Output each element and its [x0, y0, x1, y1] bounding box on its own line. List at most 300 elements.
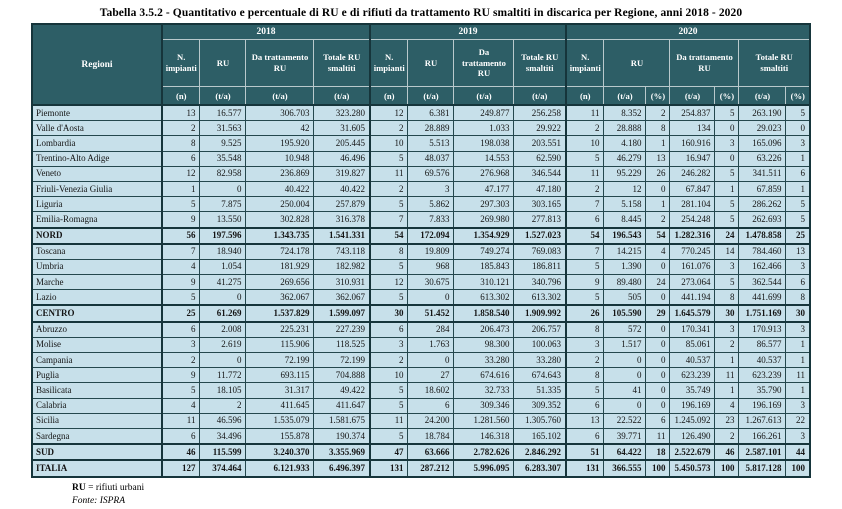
value-cell: 5.513 [408, 136, 454, 151]
value-cell: 72.199 [246, 353, 314, 368]
table-row [32, 290, 810, 306]
value-cell: 46 [162, 444, 200, 460]
unit-header: (%) [646, 87, 670, 106]
value-cell: 16.577 [200, 105, 246, 121]
value-cell: 8 [646, 121, 670, 136]
value-cell: 13 [162, 105, 200, 121]
value-cell: 287.212 [408, 460, 454, 476]
table-row [32, 181, 810, 196]
value-cell: 693.115 [246, 368, 314, 383]
value-cell: 5 [715, 212, 739, 228]
value-cell: 126.490 [670, 428, 715, 444]
value-cell: 505 [604, 290, 646, 306]
value-cell: 0 [715, 151, 739, 166]
table-row [32, 460, 810, 476]
header-row-years [32, 24, 810, 40]
region-cell: Liguria [32, 197, 162, 212]
value-cell: 155.878 [246, 428, 314, 444]
value-cell: 9 [162, 275, 200, 290]
value-cell: 362.067 [246, 290, 314, 306]
value-cell: 411.645 [246, 398, 314, 413]
value-cell: 11 [566, 105, 604, 121]
value-cell: 5.817.128 [739, 460, 786, 476]
value-cell: 31.605 [314, 121, 370, 136]
value-cell: 2.782.626 [454, 444, 514, 460]
column-header: RU [604, 40, 670, 87]
value-cell: 30 [715, 305, 739, 321]
value-cell: 2.846.292 [514, 444, 566, 460]
value-cell: 2 [200, 398, 246, 413]
region-cell: Lazio [32, 290, 162, 306]
unit-header: (t/a) [514, 87, 566, 106]
value-cell: 5.450.573 [670, 460, 715, 476]
region-cell: Piemonte [32, 105, 162, 121]
value-cell: 1 [715, 383, 739, 398]
value-cell: 3 [786, 322, 810, 338]
value-cell: 3 [786, 136, 810, 151]
value-cell: 165.102 [514, 428, 566, 444]
value-cell: 8 [370, 244, 408, 260]
value-cell: 9 [162, 212, 200, 228]
value-cell: 115.599 [200, 444, 246, 460]
column-header: Da trattamento RU [454, 40, 514, 87]
value-cell: 309.352 [514, 398, 566, 413]
year-header: 2020 [566, 24, 810, 40]
unit-header: (t/a) [670, 87, 715, 106]
table-row [32, 353, 810, 368]
value-cell: 236.869 [246, 166, 314, 181]
value-cell: 54 [370, 228, 408, 244]
value-cell: 2 [566, 353, 604, 368]
value-cell: 2 [370, 181, 408, 196]
value-cell: 0 [200, 290, 246, 306]
value-cell: 2 [646, 105, 670, 121]
table-row [32, 383, 810, 398]
table-row [32, 413, 810, 428]
value-cell: 7.875 [200, 197, 246, 212]
value-cell: 7.833 [408, 212, 454, 228]
value-cell: 273.064 [670, 275, 715, 290]
value-cell: 674.616 [454, 368, 514, 383]
column-header: N. impianti [370, 40, 408, 87]
value-cell: 3 [162, 337, 200, 352]
value-cell: 2 [646, 212, 670, 228]
value-cell: 19.809 [408, 244, 454, 260]
value-cell: 8 [715, 290, 739, 306]
value-cell: 1 [786, 337, 810, 352]
value-cell: 5 [370, 290, 408, 306]
value-cell: 749.274 [454, 244, 514, 260]
value-cell: 6 [566, 398, 604, 413]
value-cell: 22 [786, 413, 810, 428]
value-cell: 127 [162, 460, 200, 476]
value-cell: 170.913 [739, 322, 786, 338]
value-cell: 3.240.370 [246, 444, 314, 460]
value-cell: 47.177 [454, 181, 514, 196]
value-cell: 11 [566, 166, 604, 181]
value-cell: 623.239 [739, 368, 786, 383]
value-cell: 34.496 [200, 428, 246, 444]
value-cell: 0 [408, 290, 454, 306]
value-cell: 310.931 [314, 275, 370, 290]
region-cell: Emilia-Romagna [32, 212, 162, 228]
value-cell: 5 [715, 197, 739, 212]
value-cell: 6 [162, 428, 200, 444]
value-cell: 64.422 [604, 444, 646, 460]
value-cell: 2 [162, 121, 200, 136]
value-cell: 11 [162, 413, 200, 428]
value-cell: 44 [786, 444, 810, 460]
value-cell: 5 [566, 259, 604, 274]
value-cell: 2 [370, 121, 408, 136]
table-row [32, 259, 810, 274]
region-cell: Veneto [32, 166, 162, 181]
value-cell: 1 [786, 353, 810, 368]
value-cell: 674.643 [514, 368, 566, 383]
value-cell: 31.317 [246, 383, 314, 398]
value-cell: 623.239 [670, 368, 715, 383]
value-cell: 62.590 [514, 151, 566, 166]
value-cell: 56 [162, 228, 200, 244]
value-cell: 13.550 [200, 212, 246, 228]
table-body [32, 105, 810, 477]
value-cell: 309.346 [454, 398, 514, 413]
table-title: Tabella 3.5.2 - Quantitativo e percentuale di RU e di rifiuti da trattamento RU smaltiti in discarica per Regione, anni 2018 - 2020 [10, 7, 832, 19]
unit-header: (n) [566, 87, 604, 106]
value-cell: 0 [604, 368, 646, 383]
value-cell: 1.305.760 [514, 413, 566, 428]
value-cell: 118.525 [314, 337, 370, 352]
value-cell: 3 [715, 136, 739, 151]
value-cell: 5 [566, 290, 604, 306]
value-cell: 5 [786, 197, 810, 212]
value-cell: 743.118 [314, 244, 370, 260]
value-cell: 246.282 [670, 166, 715, 181]
value-cell: 1 [646, 136, 670, 151]
table-row [32, 151, 810, 166]
value-cell: 190.374 [314, 428, 370, 444]
value-cell: 8 [566, 322, 604, 338]
value-cell: 297.303 [454, 197, 514, 212]
table-row [32, 398, 810, 413]
region-cell: Calabria [32, 398, 162, 413]
footnote-legend-text: = rifiuti urbani [86, 483, 144, 493]
value-cell: 186.811 [514, 259, 566, 274]
value-cell: 18.602 [408, 383, 454, 398]
value-cell: 2 [162, 353, 200, 368]
value-cell: 441.699 [739, 290, 786, 306]
value-cell: 0 [646, 181, 670, 196]
value-cell: 257.879 [314, 197, 370, 212]
value-cell: 131 [566, 460, 604, 476]
table-row [32, 197, 810, 212]
region-cell: Sardegna [32, 428, 162, 444]
value-cell: 0 [786, 121, 810, 136]
value-cell: 269.656 [246, 275, 314, 290]
value-cell: 0 [646, 398, 670, 413]
value-cell: 18 [646, 444, 670, 460]
value-cell: 28.889 [408, 121, 454, 136]
value-cell: 28.888 [604, 121, 646, 136]
value-cell: 197.596 [200, 228, 246, 244]
region-cell: ITALIA [32, 460, 162, 476]
table-row [32, 105, 810, 121]
value-cell: 46.596 [200, 413, 246, 428]
value-cell: 1.535.079 [246, 413, 314, 428]
value-cell: 225.231 [246, 322, 314, 338]
value-cell: 1.527.023 [514, 228, 566, 244]
value-cell: 86.577 [739, 337, 786, 352]
value-cell: 3 [715, 259, 739, 274]
unit-header: (t/a) [408, 87, 454, 106]
value-cell: 13 [646, 151, 670, 166]
value-cell: 72.199 [314, 353, 370, 368]
value-cell: 2.008 [200, 322, 246, 338]
value-cell: 3.355.969 [314, 444, 370, 460]
value-cell: 277.813 [514, 212, 566, 228]
value-cell: 2 [715, 337, 739, 352]
value-cell: 24.200 [408, 413, 454, 428]
value-cell: 227.239 [314, 322, 370, 338]
value-cell: 134 [670, 121, 715, 136]
value-cell: 198.038 [454, 136, 514, 151]
value-cell: 5 [566, 383, 604, 398]
value-cell: 2 [566, 181, 604, 196]
column-header: Totale RU smaltiti [514, 40, 566, 87]
value-cell: 7 [566, 244, 604, 260]
value-cell: 51.335 [514, 383, 566, 398]
value-cell: 182.982 [314, 259, 370, 274]
column-header: N. impianti [162, 40, 200, 87]
value-cell: 35.749 [670, 383, 715, 398]
value-cell: 6.381 [408, 105, 454, 121]
value-cell: 30.675 [408, 275, 454, 290]
value-cell: 6 [566, 212, 604, 228]
value-cell: 441.194 [670, 290, 715, 306]
value-cell: 0 [646, 290, 670, 306]
table-row [32, 322, 810, 338]
region-cell: Trentino-Alto Adige [32, 151, 162, 166]
value-cell: 1.645.579 [670, 305, 715, 321]
table-row [32, 121, 810, 136]
value-cell: 181.929 [246, 259, 314, 274]
value-cell: 18.940 [200, 244, 246, 260]
value-cell: 11 [370, 166, 408, 181]
value-cell: 6.496.397 [314, 460, 370, 476]
unit-header: (%) [786, 87, 810, 106]
value-cell: 1.909.992 [514, 305, 566, 321]
table-row [32, 368, 810, 383]
value-cell: 8.445 [604, 212, 646, 228]
value-cell: 22.522 [604, 413, 646, 428]
value-cell: 362.544 [739, 275, 786, 290]
region-cell: Toscana [32, 244, 162, 260]
value-cell: 14 [715, 244, 739, 260]
year-header: 2018 [162, 24, 370, 40]
value-cell: 6 [370, 322, 408, 338]
value-cell: 10 [566, 136, 604, 151]
unit-header: (t/a) [454, 87, 514, 106]
value-cell: 8 [566, 368, 604, 383]
value-cell: 5 [370, 259, 408, 274]
value-cell: 18.105 [200, 383, 246, 398]
value-cell: 9 [162, 368, 200, 383]
value-cell: 1 [786, 151, 810, 166]
column-header: Da trattamento RU [246, 40, 314, 87]
unit-header: (%) [715, 87, 739, 106]
table-head [32, 24, 810, 105]
region-cell: SUD [32, 444, 162, 460]
value-cell: 205.445 [314, 136, 370, 151]
value-cell: 5 [715, 275, 739, 290]
value-cell: 7 [162, 244, 200, 260]
unit-header: (t/a) [200, 87, 246, 106]
value-cell: 1.343.735 [246, 228, 314, 244]
value-cell: 13 [786, 244, 810, 260]
footnote-legend-term: RU [72, 483, 86, 493]
value-cell: 613.302 [514, 290, 566, 306]
value-cell: 5.996.095 [454, 460, 514, 476]
value-cell: 5 [370, 428, 408, 444]
value-cell: 196.169 [670, 398, 715, 413]
value-cell: 27 [408, 368, 454, 383]
unit-header: (n) [370, 87, 408, 106]
table-row [32, 305, 810, 321]
value-cell: 63.666 [408, 444, 454, 460]
value-cell: 0 [646, 337, 670, 352]
value-cell: 6 [162, 151, 200, 166]
value-cell: 6 [646, 413, 670, 428]
value-cell: 3 [408, 181, 454, 196]
region-cell: CENTRO [32, 305, 162, 321]
table-row [32, 337, 810, 352]
region-cell: Friuli-Venezia Giulia [32, 181, 162, 196]
value-cell: 2.619 [200, 337, 246, 352]
value-cell: 1.282.316 [670, 228, 715, 244]
value-cell: 29.922 [514, 121, 566, 136]
value-cell: 49.422 [314, 383, 370, 398]
value-cell: 100 [715, 460, 739, 476]
column-header: RU [200, 40, 246, 87]
value-cell: 11 [786, 368, 810, 383]
value-cell: 11.772 [200, 368, 246, 383]
value-cell: 67.847 [670, 181, 715, 196]
value-cell: 8 [162, 136, 200, 151]
value-cell: 10 [370, 136, 408, 151]
value-cell: 5 [162, 290, 200, 306]
value-cell: 162.466 [739, 259, 786, 274]
region-cell: Molise [32, 337, 162, 352]
value-cell: 18.784 [408, 428, 454, 444]
value-cell: 1.541.331 [314, 228, 370, 244]
value-cell: 1.354.929 [454, 228, 514, 244]
value-cell: 3 [786, 259, 810, 274]
region-cell: NORD [32, 228, 162, 244]
value-cell: 39.771 [604, 428, 646, 444]
value-cell: 40.537 [670, 353, 715, 368]
value-cell: 286.262 [739, 197, 786, 212]
value-cell: 303.165 [514, 197, 566, 212]
value-cell: 1.858.540 [454, 305, 514, 321]
value-cell: 2.587.101 [739, 444, 786, 460]
value-cell: 24 [715, 228, 739, 244]
value-cell: 263.190 [739, 105, 786, 121]
value-cell: 46 [715, 444, 739, 460]
value-cell: 1.054 [200, 259, 246, 274]
value-cell: 31.563 [200, 121, 246, 136]
value-cell: 269.980 [454, 212, 514, 228]
value-cell: 0 [646, 368, 670, 383]
value-cell: 323.280 [314, 105, 370, 121]
value-cell: 69.576 [408, 166, 454, 181]
column-header: Totale RU smaltiti [739, 40, 810, 87]
value-cell: 1.581.675 [314, 413, 370, 428]
value-cell: 316.378 [314, 212, 370, 228]
value-cell: 6.283.307 [514, 460, 566, 476]
value-cell: 0 [715, 121, 739, 136]
value-cell: 206.473 [454, 322, 514, 338]
value-cell: 256.258 [514, 105, 566, 121]
value-cell: 254.837 [670, 105, 715, 121]
region-cell: Basilicata [32, 383, 162, 398]
value-cell: 195.920 [246, 136, 314, 151]
value-cell: 185.843 [454, 259, 514, 274]
value-cell: 1.517 [604, 337, 646, 352]
column-header: N. impianti [566, 40, 604, 87]
value-cell: 1.763 [408, 337, 454, 352]
value-cell: 5 [370, 197, 408, 212]
value-cell: 89.480 [604, 275, 646, 290]
value-cell: 8 [786, 290, 810, 306]
value-cell: 10.948 [246, 151, 314, 166]
unit-header: (t/a) [739, 87, 786, 106]
value-cell: 341.511 [739, 166, 786, 181]
value-cell: 11 [370, 413, 408, 428]
value-cell: 115.906 [246, 337, 314, 352]
value-cell: 366.555 [604, 460, 646, 476]
value-cell: 63.226 [739, 151, 786, 166]
value-cell: 26 [566, 305, 604, 321]
value-cell: 284 [408, 322, 454, 338]
value-cell: 32.733 [454, 383, 514, 398]
value-cell: 51.452 [408, 305, 454, 321]
table-row [32, 136, 810, 151]
region-cell: Campania [32, 353, 162, 368]
value-cell: 5 [370, 151, 408, 166]
value-cell: 572 [604, 322, 646, 338]
value-cell: 30 [786, 305, 810, 321]
value-cell: 1.390 [604, 259, 646, 274]
unit-header: (t/a) [604, 87, 646, 106]
region-cell: Valle d'Aosta [32, 121, 162, 136]
value-cell: 319.827 [314, 166, 370, 181]
value-cell: 165.096 [739, 136, 786, 151]
value-cell: 12 [370, 105, 408, 121]
value-cell: 374.464 [200, 460, 246, 476]
value-cell: 5 [715, 166, 739, 181]
value-cell: 7 [566, 197, 604, 212]
value-cell: 105.590 [604, 305, 646, 321]
unit-header: (t/a) [246, 87, 314, 106]
data-table [31, 23, 811, 478]
value-cell: 411.647 [314, 398, 370, 413]
value-cell: 5 [786, 105, 810, 121]
value-cell: 161.076 [670, 259, 715, 274]
table-row [32, 244, 810, 260]
value-cell: 4 [162, 259, 200, 274]
table-row [32, 228, 810, 244]
value-cell: 2 [715, 428, 739, 444]
